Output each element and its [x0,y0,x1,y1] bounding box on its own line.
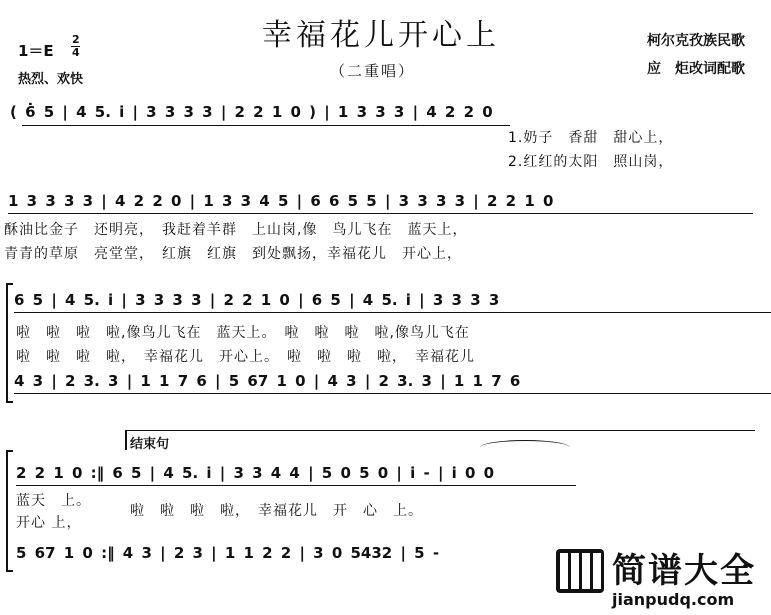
piano-logo-icon [555,548,605,594]
watermark-url: jianpudq.com [612,590,735,609]
origin-credit: 柯尔克孜族民歌 [647,33,745,49]
system4-upper-underline [16,485,576,486]
system3-lower-notes: 4 3 | 2 3. 3 | 1 1 7 6 | 5 67 1 0 | 4 3 | 2 3. 3 | 1 1 7 6 [14,372,521,390]
system4-brace [6,450,13,572]
system4-lyrics-verse1: 蓝天 上。 [16,493,91,509]
system2-notes: 1 3 3 3 3 | 4 2 2 0 | 1 3 3 4 5 | 6 6 5 5 | 3 3 3 3 | 2 2 1 0 [8,192,554,210]
system3-lyrics-verse1: 啦 啦 啦 啦,像鸟儿飞在 蓝天上。 啦 啦 啦 啦,像鸟儿飞在 [16,325,470,341]
system4-lower-notes: 5 67 1 0 :‖ 4 3 | 2 3 | 1 1 2 2 | 3 0 5432 | 5 - [16,544,440,562]
system1-lyrics-verse2: 2.红红的太阳 照山岗， [508,154,674,170]
song-subtitle: （二重唱） [330,62,416,80]
system3-lyrics-verse2: 啦 啦 啦 啦， 幸福花儿 开心上。 啦 啦 啦 啦， 幸福花儿 [16,349,475,365]
tie-slur [480,440,570,455]
tempo-marking: 热烈、欢快 [18,72,84,87]
system3-brace [6,283,13,403]
ending-bracket-line [125,430,755,432]
system2-underline [8,213,753,214]
system4-lyrics-verse2: 开心 上， [16,515,82,531]
system1-notes: ( 6̇ 5 | 4 5. i | 3 3 3 3 | 2 2 1 0 ) | 1 3 3 3 | 4 2 2 0 [10,103,493,121]
system4-upper-notes: 2 2 1 0 :‖ 6 5 | 4 5. i | 3 3 4 4 | 5 0 5 0 | i - | i 0 0 [16,464,495,482]
key-signature: 1＝E [18,42,54,60]
song-title: 幸福花儿开心上 [262,18,500,53]
system3-lower-underline [14,393,771,394]
system1-underline [22,125,510,126]
system1-lyrics-verse1: 1.奶子 香甜 甜心上， [508,130,674,146]
ending-bracket-hook [125,430,127,450]
ending-label: 结束句 [130,437,170,452]
system2-lyrics-verse1: 酥油比金子 还明亮， 我赶着羊群 上山岗,像 鸟儿飞在 蓝天上， [4,222,468,238]
system3-upper-notes: 6 5 | 4 5. i | 3 3 3 3 | 2 2 1 0 | 6 5 | 4 5. i | 3 3 3 3 [14,291,500,309]
system4-lyrics-common: 啦 啦 啦 啦， 幸福花儿 开 心 上。 [130,503,423,519]
system2-lyrics-verse2: 青青的草原 亮堂堂， 红旗 红旗 到处飘扬，幸福花儿 开心上， [4,246,462,262]
time-signature-top: 2 [72,33,80,46]
time-signature-bottom: 4 [72,46,80,59]
watermark-brand: 简谱大全 [612,551,756,591]
arranger-credit: 应 炬改词配歌 [647,61,745,77]
system3-upper-underline [14,312,771,313]
